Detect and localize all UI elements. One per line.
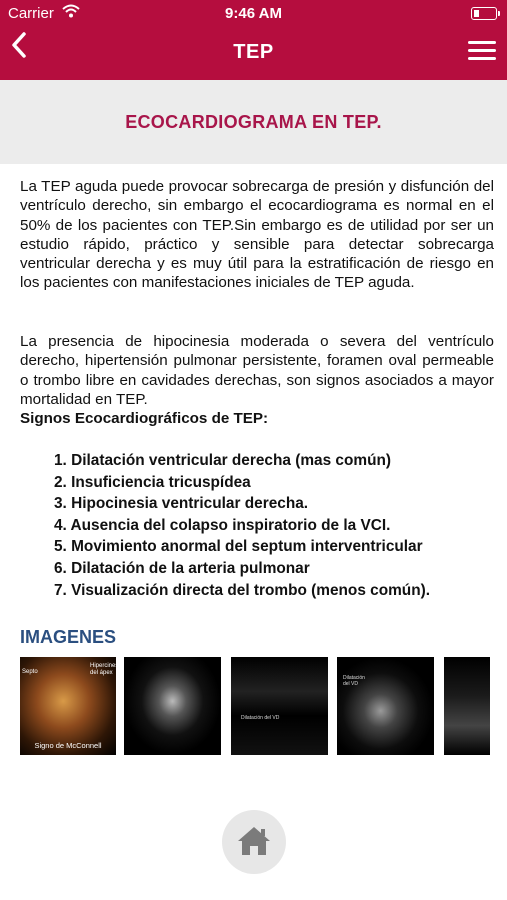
- hamburger-menu-icon: [468, 41, 496, 44]
- echo-image-1[interactable]: [20, 657, 124, 755]
- echo-image-4[interactable]: [337, 657, 434, 755]
- echo-image-2[interactable]: [124, 657, 221, 755]
- home-icon: [236, 824, 272, 858]
- list-item: 5. Movimiento anormal del septum interventricular: [54, 538, 423, 556]
- image-caption: Dilatación del VD: [241, 715, 280, 721]
- home-button[interactable]: [222, 810, 286, 874]
- signs-title: Signos Ecocardiográficos de TEP:: [20, 410, 269, 427]
- image-caption: Dilatación del VD: [343, 675, 365, 687]
- image-caption: Septo: [22, 669, 38, 675]
- battery-icon: [471, 7, 497, 20]
- image-caption: Hipercinesia del ápex: [90, 663, 124, 676]
- top-bar: [0, 0, 507, 80]
- list-item: 7. Visualización directa del trombo (menos común).: [54, 581, 431, 599]
- page-title: TEP: [233, 41, 274, 63]
- carrier-label: Carrier: [8, 5, 54, 22]
- section-title: ECOCARDIOGRAMA EN TEP.: [125, 112, 382, 132]
- list-item: 2. Insuficiencia tricuspídea: [54, 473, 251, 491]
- paragraph-mortality: La presencia de hipocinesia moderada o severa del ventrículo derecho, hipertensión pulmonar persistente, foramen oval permeable o trombo libre en cavidades derechas, son signos asociados a mayor mortalidad en TEP.: [20, 333, 494, 408]
- list-item: 6. Dilatación de la arteria pulmonar: [54, 559, 310, 577]
- status-time: 9:46 AM: [225, 5, 282, 22]
- menu-button[interactable]: [468, 40, 498, 62]
- echo-image-5[interactable]: [444, 657, 490, 755]
- list-item: 1. Dilatación ventricular derecha (mas común): [54, 452, 391, 469]
- list-item: 3. Hipocinesia ventricular derecha.: [54, 495, 309, 513]
- status-bar: [0, 0, 507, 28]
- echo-image-3[interactable]: [231, 657, 328, 755]
- paragraph-intro: La TEP aguda puede provocar sobrecarga de presión y disfunción del ventrículo derecho, sin embargo el ecocardiograma es normal en el 50% de los pacientes con TEP.Sin embargo es de utilidad por ser un estudio rápido, práctico y sensible para detectar sobrecarga ventricular derecha y es muy útil para la estratificación de riesgo en los pacientes con manifestaciones iniciales de TEP aguda.: [20, 178, 494, 292]
- images-title: IMAGENES: [20, 627, 117, 647]
- image-caption: Signo de McConnell: [34, 741, 102, 750]
- list-item: 4. Ausencia del colapso inspiratorio de la VCI.: [54, 516, 391, 534]
- signs-list: [54, 450, 430, 601]
